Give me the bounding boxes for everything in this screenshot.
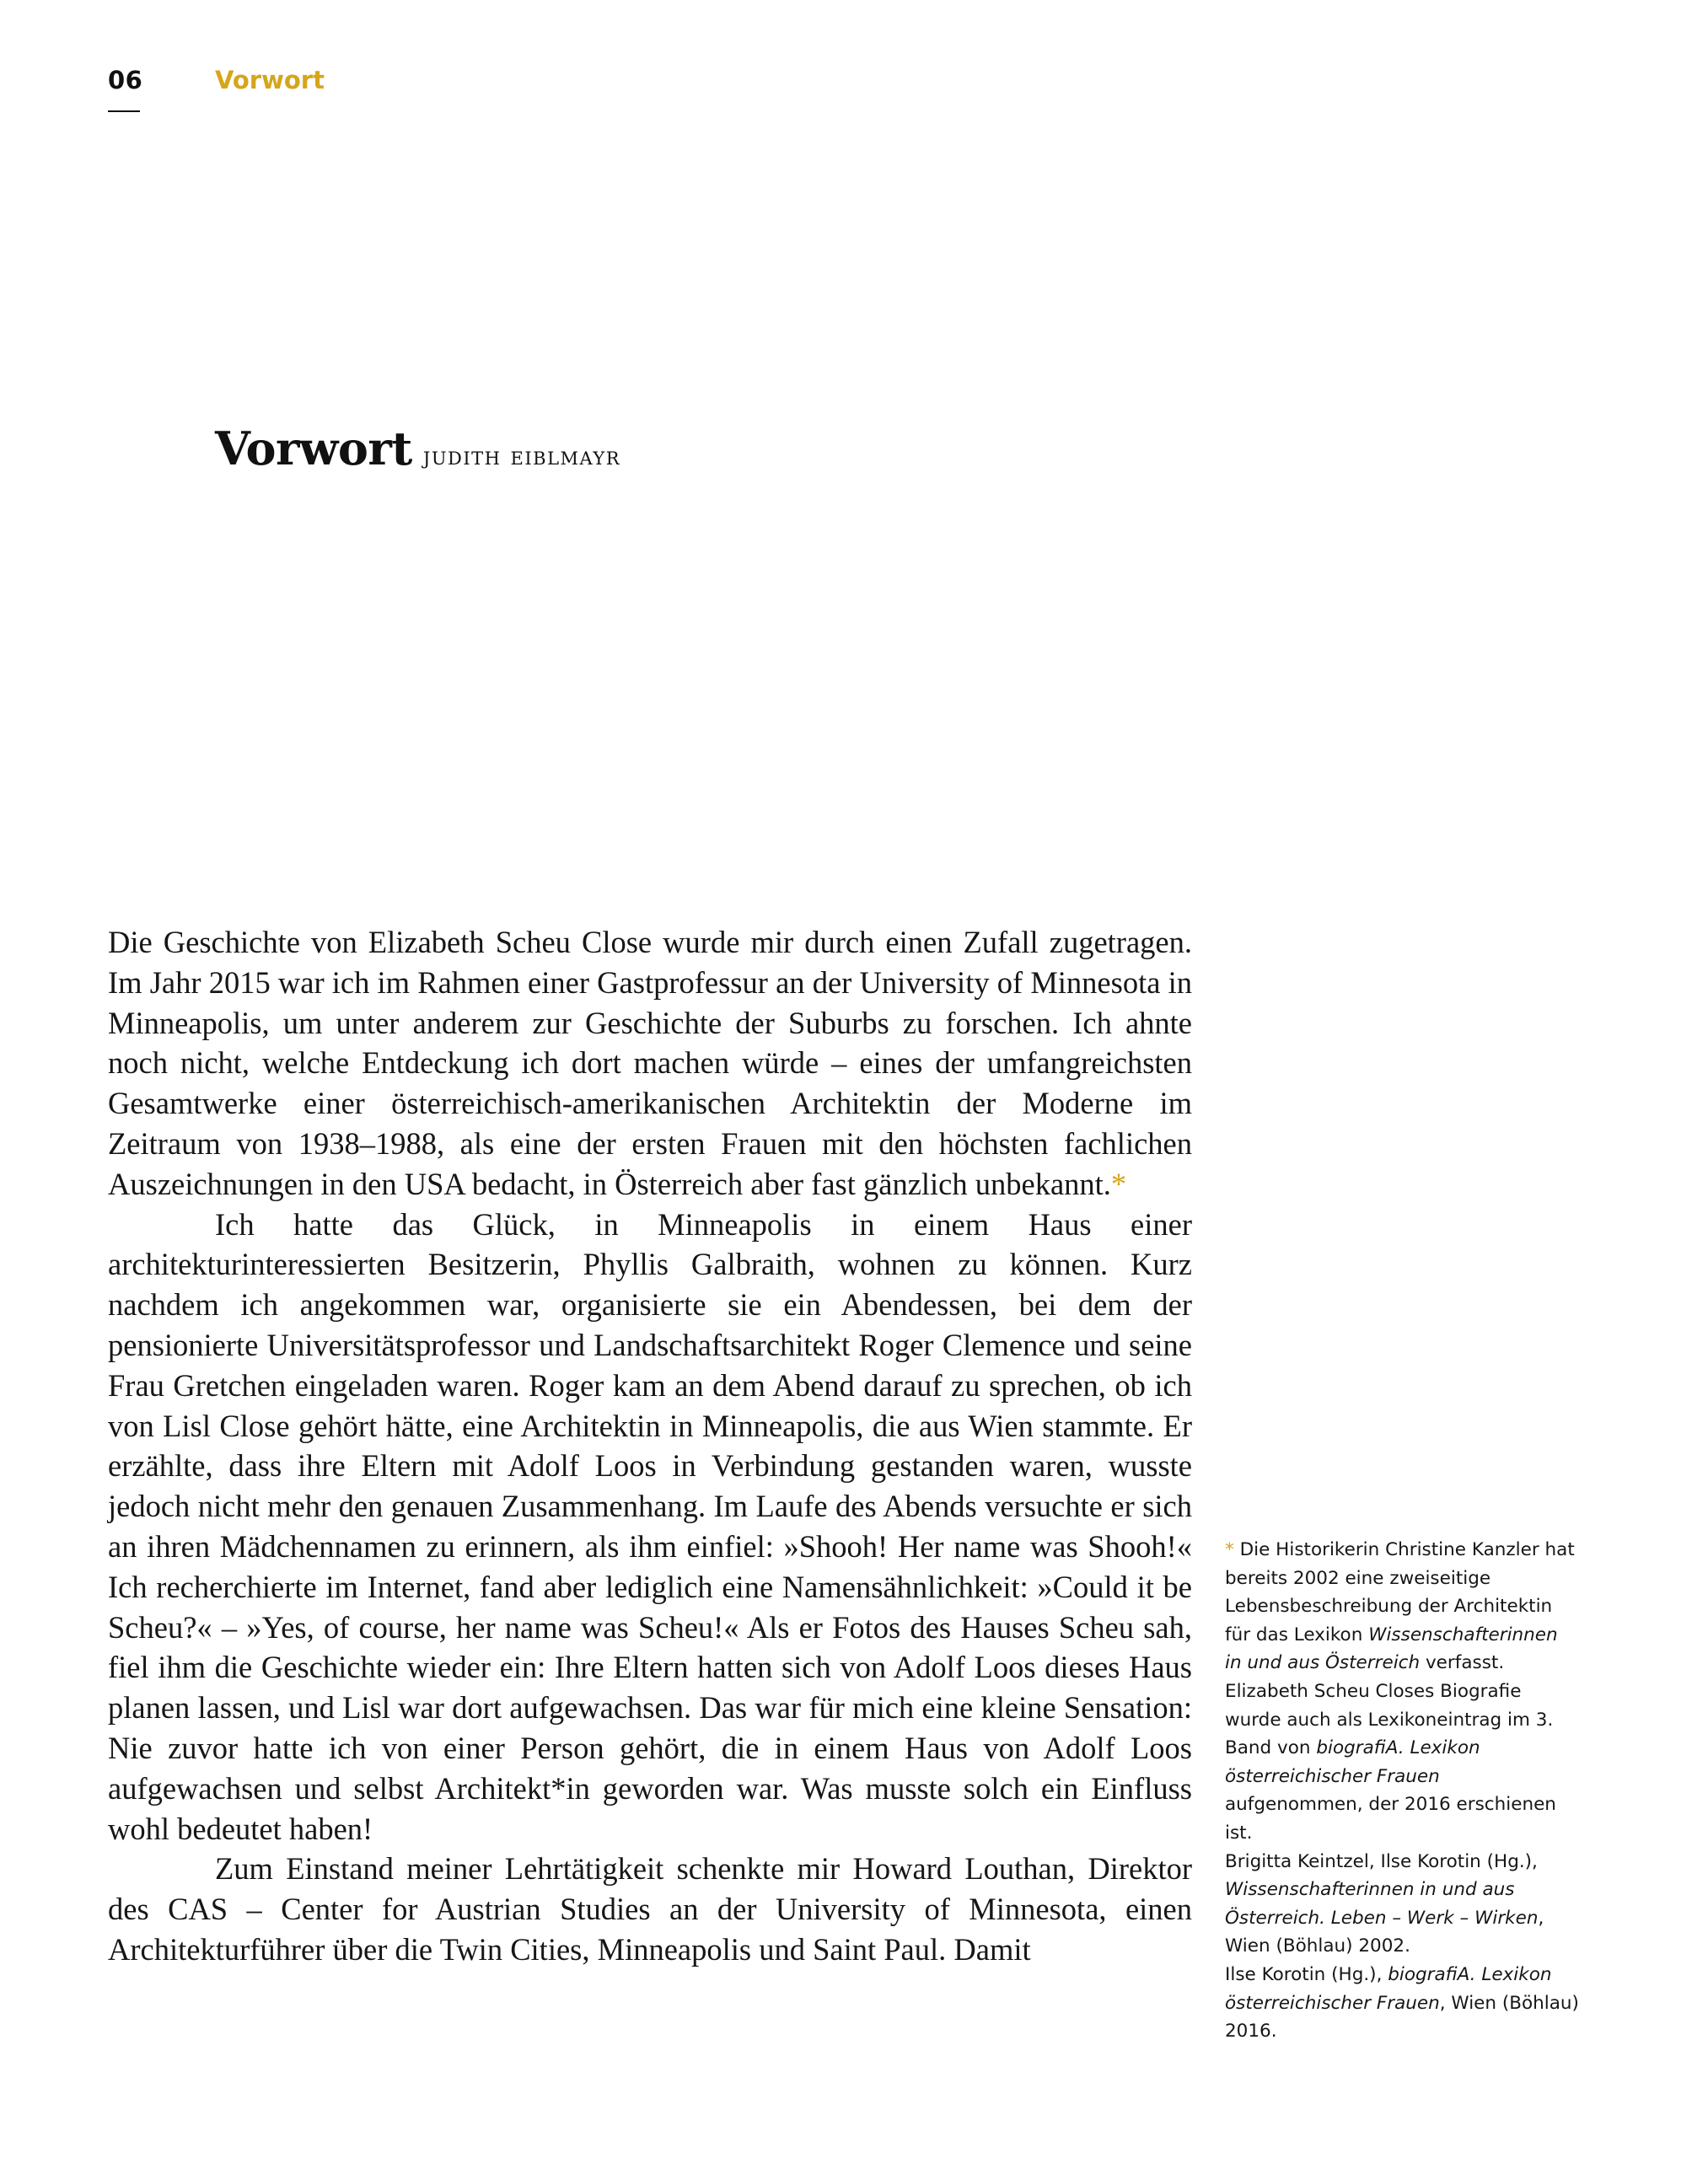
text-segment: Ilse Korotin (Hg.), xyxy=(1225,1963,1388,1985)
sidenote-reference xyxy=(1225,1961,1579,2046)
text-segment: Brigitta Keintzel, Ilse Korotin (Hg.), xyxy=(1225,1850,1538,1872)
paragraph-text: Ich hatte das Glück, in Minneapolis in einem Haus einer architekturinteressierten Besitzerin, Phyllis Galbraith, wohnen zu können. Kurz nachdem ich angekommen war, organisierte sie ein Abendessen, bei dem der pensionierte Universitätsprofessor und Landschaftsarchitekt Roger Clemence und seine Frau Gretchen eingeladen waren. Roger kam an dem Abend darauf zu sprechen, ob ich von Lisl Close gehört hätte, eine Architektin in Minneapolis, die aus Wien stammte. Er erzählte, dass ihre Eltern mit Adolf Loos in Verbindung gestanden waren, wusste jedoch nicht mehr den genauen Zusammenhang. Im Laufe des Abends versuchte er sich an ihren Mädchennamen zu erinnern, als ihm einfiel: »Shooh! Her name was Shooh!« Ich recherchierte im Internet, fand aber lediglich eine Namensähnlichkeit: »Could it be Scheu?« – »Yes, of course, her name was Scheu!« Als er Fotos des Hauses Scheu sah, fiel ihm die Geschichte wieder ein: Ihre Eltern hatten sich von Adolf Loos dieses Haus planen lassen, und Lisl war dort aufgewachsen. Das war für mich eine kleine Sensation: Nie zuvor hatte ich von einer Person gehört, die in einem Haus von Adolf Loos aufgewachsen und selbst Architekt*in geworden war. Was musste solch ein Einfluss wohl bedeutet haben! xyxy=(108,1206,1192,1846)
sidenote-segments xyxy=(1225,1539,1575,1844)
chapter-heading xyxy=(215,421,620,475)
sidenote-main xyxy=(1225,1536,1579,1848)
paragraph xyxy=(108,922,1192,1205)
sidenote xyxy=(1225,1536,1579,2046)
paragraph-text: Zum Einstand meiner Lehrtätigkeit schenkte mir Howard Louthan, Direktor des CAS – Center for Austrian Studies an der University of Minnesota, einen Architekturführer über die Twin Cities, Minneapolis und Saint Paul. Damit xyxy=(108,1851,1192,1967)
italic-title: Wissenschafterinnen in und aus Österreich. Leben – Werk – Wirken xyxy=(1225,1879,1539,1929)
running-section-title: Vorwort xyxy=(215,66,325,94)
chapter-title: Vorwort xyxy=(215,421,412,475)
page-number: 06 xyxy=(108,66,143,94)
paragraph-text: Die Geschichte von Elizabeth Scheu Close wurde mir durch einen Zufall zugetragen. Im Jahr 2015 war ich im Rahmen einer Gastprofessur an der University of Minnesota in Minneapolis, um unter anderem zur Geschichte der Suburbs zu forschen. Ich ahnte noch nicht, welche Entdeckung ich dort machen würde – eines der umfangreichsten Gesamtwerke einer österreichisch-amerikanischen Architektin der Moderne im Zeitraum von 1938–1988, als eine der ersten Frauen mit den höchsten fachlichen Auszeichnungen in den USA bedacht, in Österreich aber fast gänzlich unbekannt. xyxy=(108,925,1192,1201)
text-segment: aufgenommen, der 2016 erschienen ist. xyxy=(1225,1794,1556,1844)
text-segment: , Wien (Böhlau) 2002. xyxy=(1225,1907,1544,1957)
paragraph xyxy=(108,1849,1192,1969)
body-text xyxy=(108,922,1192,1970)
text-segment: , Wien (Böhlau) 2016. xyxy=(1225,1992,1579,2043)
chapter-author: judith eiblmayr xyxy=(422,442,621,471)
italic-title: biografiA. Lexikon österreichischer Frauen xyxy=(1225,1737,1480,1787)
footnote-marker[interactable]: * xyxy=(1110,1166,1127,1201)
italic-title: biografiA. Lexikon österreichischer Frauen xyxy=(1225,1963,1552,2014)
italic-title: Wissenschafterinnen in und aus Österreich xyxy=(1225,1624,1558,1674)
sidenote-reference xyxy=(1225,1848,1579,1961)
page-number-rule xyxy=(108,110,140,112)
text-segment: Die Historikerin Christine Kanzler hat bereits 2002 eine zweiseitige Lebensbeschreibung der Architektin für das Lexikon xyxy=(1225,1539,1575,1645)
paragraph xyxy=(108,1205,1192,1849)
sidenote-marker: * xyxy=(1225,1539,1234,1560)
text-segment: verfasst. Elizabeth Scheu Closes Biografie wurde auch als Lexikoneintrag im 3. Band von xyxy=(1225,1652,1554,1759)
